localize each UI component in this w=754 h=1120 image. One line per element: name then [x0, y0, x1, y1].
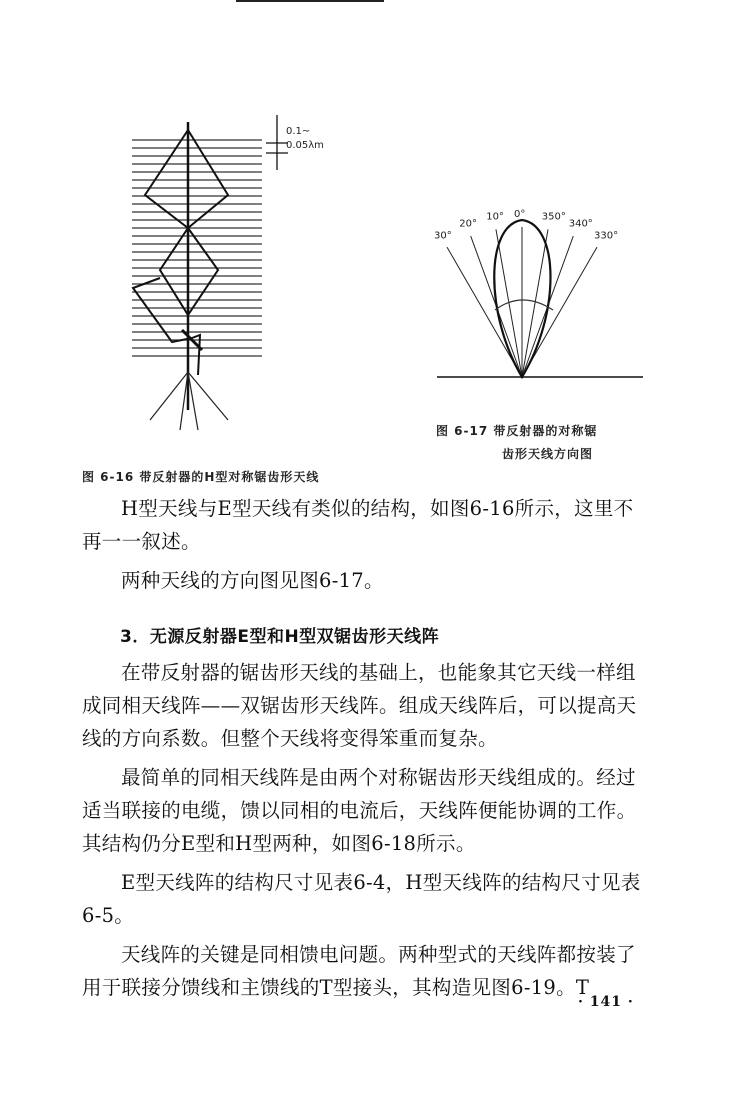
figure-6-16-caption: 图 6-16 带反射器的H型对称锯齿形天线: [82, 470, 320, 484]
figure-6-17-caption: [436, 420, 646, 466]
paragraph-3: 在带反射器的锯齿形天线的基础上，也能象其它天线一样组成同相天线阵——双锯齿形天线阵。组成天线阵后，可以提高天线的方向系数。但整个天线将变得笨重而复杂。: [82, 661, 637, 750]
section-heading: 3．无源反射器E型和H型双锯齿形天线阵: [120, 627, 440, 647]
angle-label: 340°: [568, 218, 593, 230]
figure-6-17-radiation-pattern: [425, 195, 655, 390]
angle-label: 330°: [594, 230, 619, 242]
angle-label: 30°: [434, 230, 452, 242]
paragraph-1: H型天线与E型天线有类似的结构，如图6-16所示，这里不再一一叙述。: [82, 497, 634, 553]
body-text-bottom: [82, 656, 648, 1010]
scan-edge-mark: [236, 0, 384, 2]
paragraph-5: E型天线阵的结构尺寸见表6-4，H型天线阵的结构尺寸见表6-5。: [82, 871, 641, 927]
reflector-wires: [132, 140, 262, 356]
figure-6-16-antenna-drawing: [120, 110, 360, 440]
angle-rays: [447, 227, 597, 377]
dimension-label-1: 0.1~: [286, 126, 311, 137]
angle-label: 0°: [514, 209, 526, 220]
figure-6-17-caption-line1: 图 6-17 带反射器的对称锯: [436, 424, 598, 438]
body-text-top: [82, 492, 648, 603]
angle-label: 10°: [486, 211, 504, 223]
figure-6-17-caption-line2: 齿形天线方向图: [502, 447, 594, 461]
paragraph-2: 两种天线的方向图见图6-17。: [121, 569, 384, 592]
page-number: · 141 ·: [578, 994, 634, 1010]
paragraph-6: 天线阵的关键是同相馈电问题。两种型式的天线阵都按装了用于联接分馈线和主馈线的T型接头，其构造见图6-19。T: [82, 943, 636, 999]
dimension-marker: [266, 115, 288, 170]
arc-marker: [495, 300, 553, 310]
dimension-label-2: 0.05λm: [286, 140, 324, 151]
angle-labels: [434, 209, 618, 241]
angle-label: 350°: [541, 211, 566, 223]
angle-label: 20°: [459, 218, 478, 230]
paragraph-4: 最简单的同相天线阵是由两个对称锯齿形天线组成的。经过适当联接的电缆，馈以同相的电流后，天线阵便能协调的工作。其结构仍分E型和H型两种，如图6-18所示。: [82, 766, 637, 855]
